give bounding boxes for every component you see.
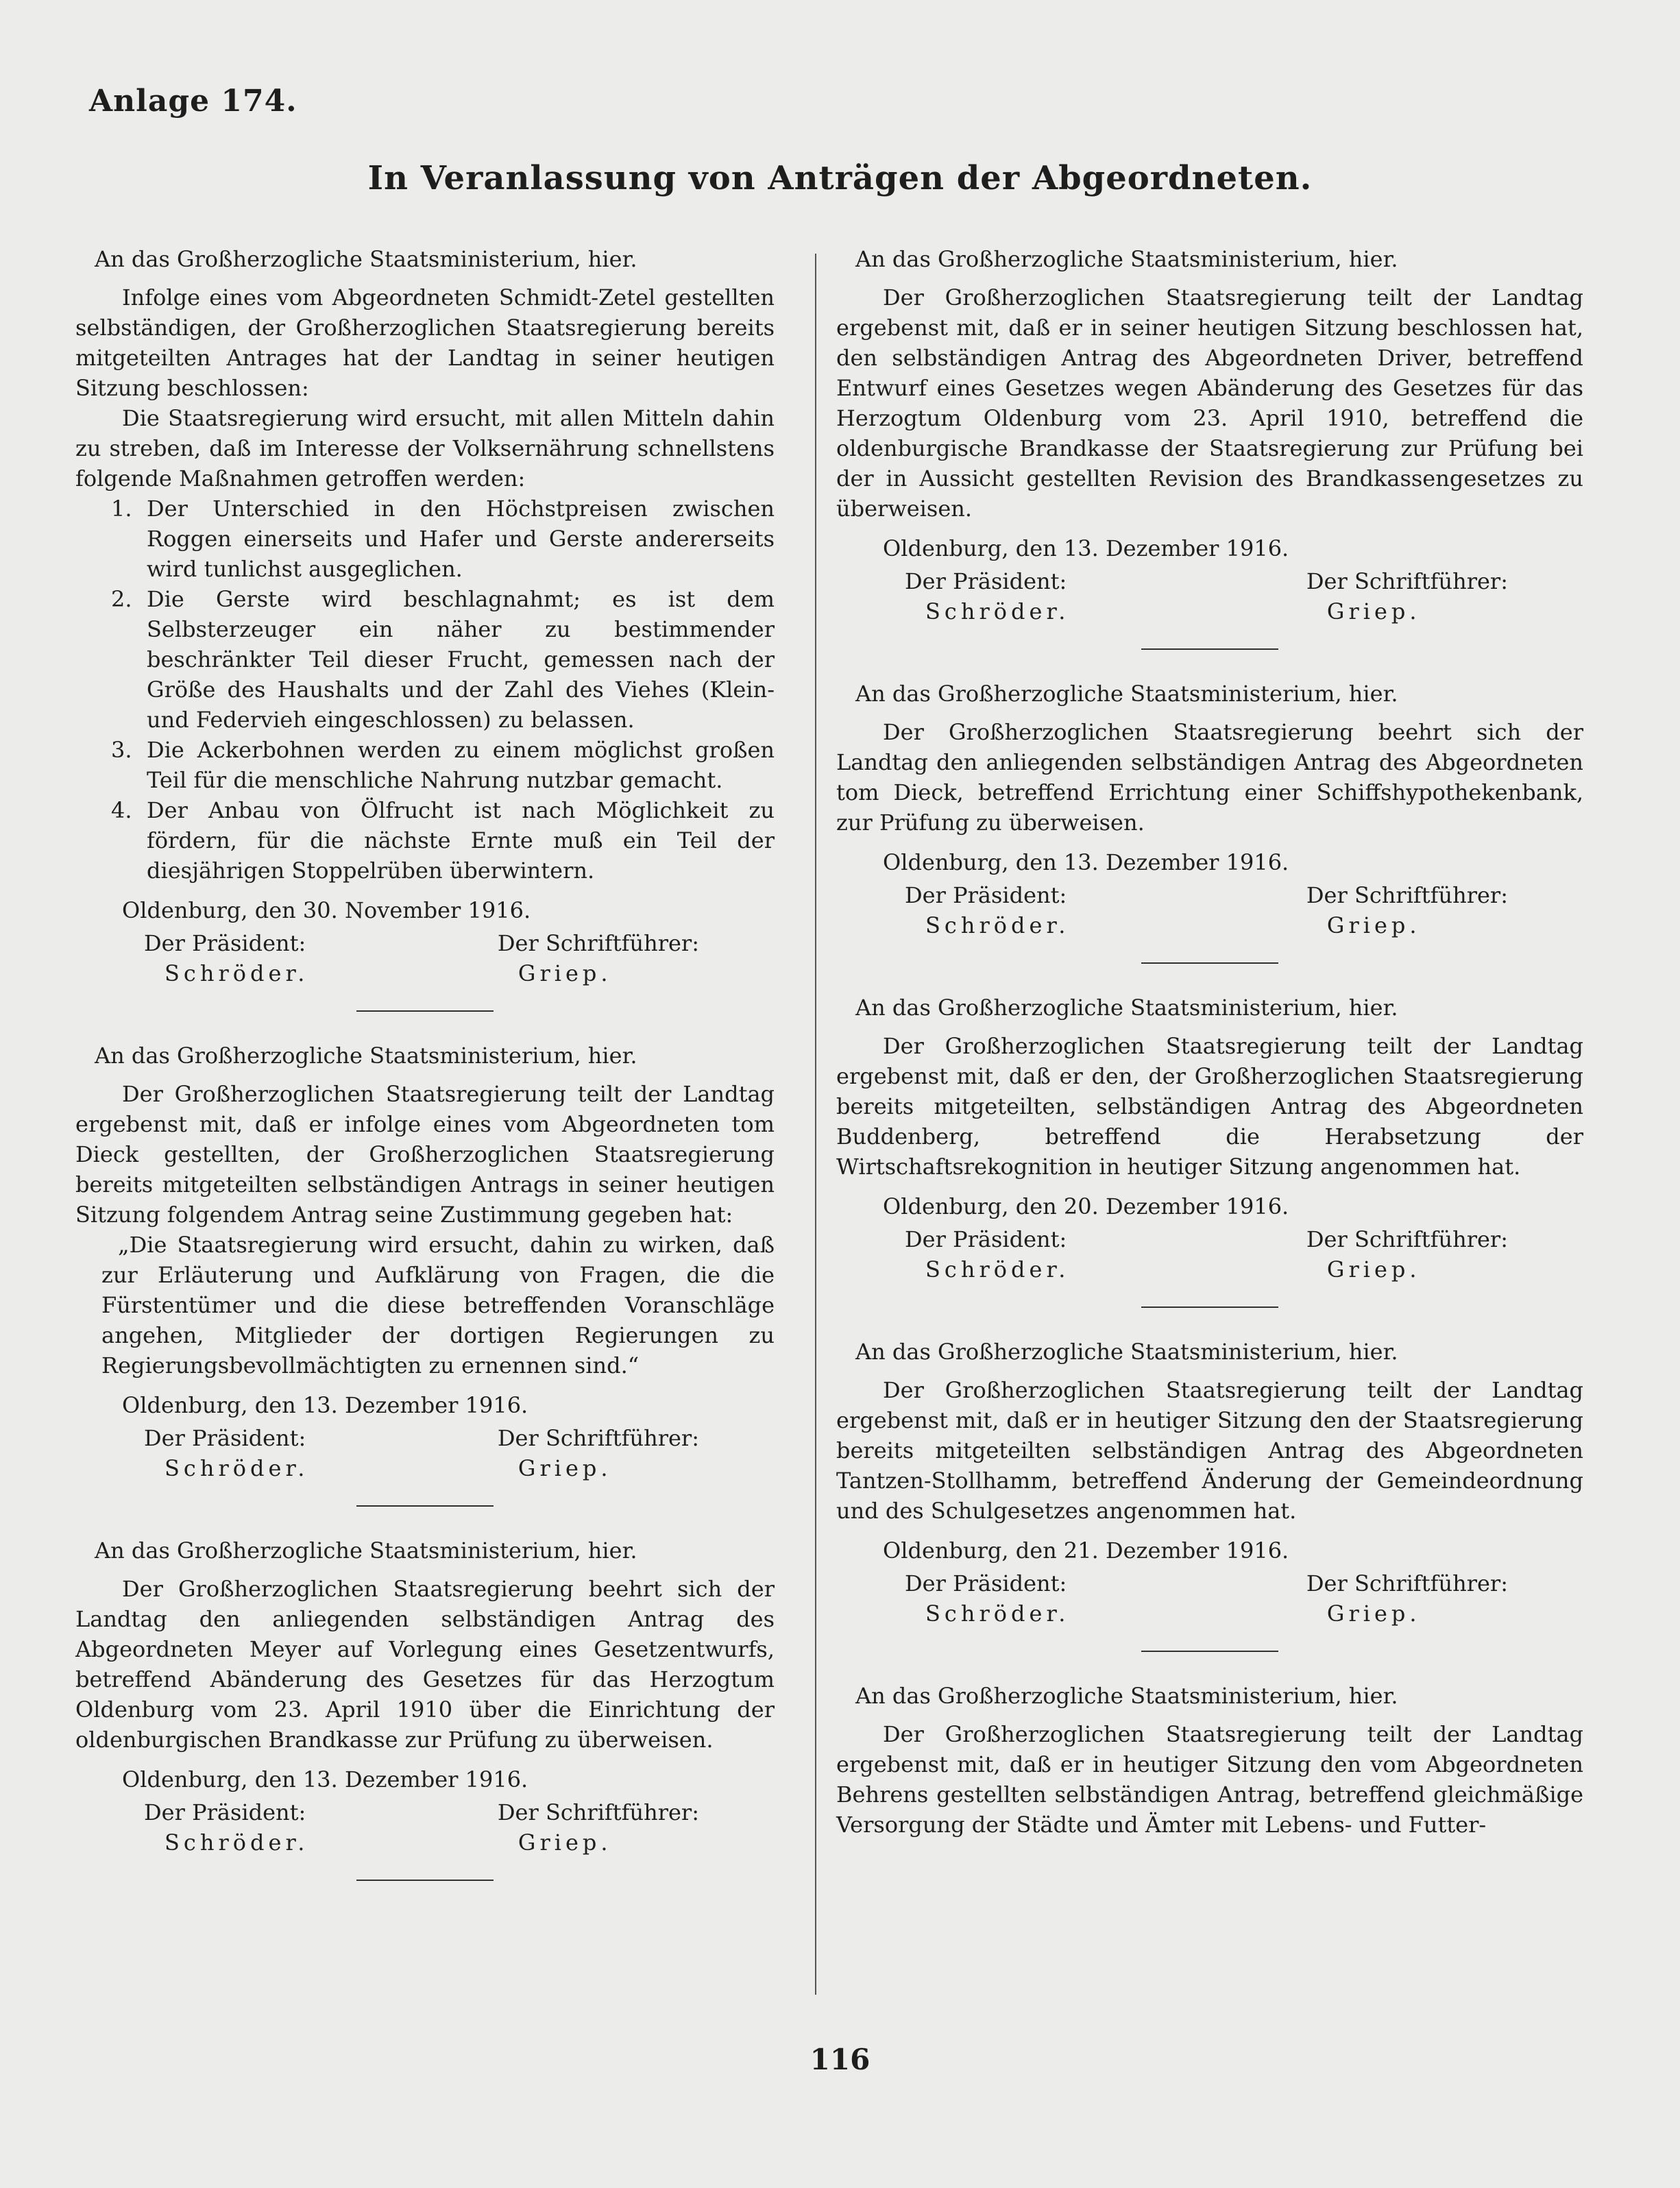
page-title: In Veranlassung von Anträgen der Abgeordneten. [367,159,1313,197]
entry-divider [356,1505,494,1507]
president-label: Der Präsident: [905,882,1067,908]
secretary-label: Der Schriftführer: [497,930,699,956]
letter-entry [75,1041,775,1483]
column-divider [815,254,816,1995]
secretary-name: Griep. [518,1455,612,1481]
letter-entry [836,679,1583,940]
secretary-name: Griep. [1326,912,1421,938]
president-label: Der Präsident: [144,930,306,956]
president-label: Der Präsident: [144,1425,306,1451]
letter-paragraph: Der Großherzoglichen Staatsregierung teilt der Landtag ergebenst mit, daß er in heutiger Sitzung den der Staatsregierung bereits mitgeteilten selbständigen Antrag des Abgeordneten Tantzen-Stollhamm, betreffend Änderung der Gemeindeordnung und des Schulgesetzes angenommen hat. [836,1377,1583,1524]
president-name: Schröder. [165,960,309,986]
letter-paragraph: Der Großherzoglichen Staatsregierung beehrt sich der Landtag den anliegenden selbständigen Antrag des Abgeordneten Meyer auf Vorlegung eines Gesetzentwurfs, betreffend Abänderung des Gesetzes für das Herzogtum Oldenburg vom 23. April 1910 über die Einrichtung der oldenburgischen Brandkasse zur Prüfung zu überweisen. [75,1576,775,1753]
secretary-label: Der Schriftführer: [1306,1570,1508,1596]
secretary-name: Griep. [1326,1256,1421,1283]
list-item [111,584,775,735]
president-label: Der Präsident: [905,568,1067,594]
addressee-line: An das Großherzogliche Staatsministerium, hier. [855,681,1398,707]
list-item [111,494,775,584]
letter-paragraph: Der Großherzoglichen Staatsregierung teilt der Landtag ergebenst mit, daß er in seiner heutigen Sitzung beschlossen hat, den selbständigen Antrag des Abgeordneten Driver, betreffend Entwurf eines Gesetzes wegen Abänderung des Gesetzes für das Herzogtum Oldenburg vom 23. April 1910, betreffend die oldenburgische Brandkasse der Staatsregierung zur Prüfung bei der in Aussicht gestellten Revision des Brandkassengesetzes zu überweisen. [836,284,1583,522]
addressee-line: An das Großherzogliche Staatsministerium, hier. [95,246,637,272]
item-number: 3. [111,737,132,763]
signature-block [75,1423,775,1483]
entry-divider [1141,648,1278,650]
addressee-line: An das Großherzogliche Staatsministerium, hier. [855,995,1398,1021]
president-label: Der Präsident: [905,1570,1067,1596]
letter-entry [836,1337,1583,1629]
letter-entry [75,244,775,988]
secretary-label: Der Schriftführer: [1306,1226,1508,1252]
place-date: Oldenburg, den 13. Dezember 1916. [883,535,1289,561]
secretary-label: Der Schriftführer: [497,1425,699,1451]
place-date: Oldenburg, den 13. Dezember 1916. [122,1392,528,1418]
entry-divider [356,1010,494,1012]
secretary-name: Griep. [518,960,612,986]
secretary-label: Der Schriftführer: [1306,568,1508,594]
president-name: Schröder. [925,1601,1070,1627]
entry-divider [1141,1306,1278,1308]
letter-entry [836,244,1583,627]
addressee-line: An das Großherzogliche Staatsministerium, hier. [95,1043,637,1069]
secretary-name: Griep. [1326,1601,1421,1627]
measure-list [75,494,775,886]
addressee-line: An das Großherzogliche Staatsministerium, hier. [855,1339,1398,1365]
letter-paragraph: Der Großherzoglichen Staatsregierung teilt der Landtag ergebenst mit, daß er den, der Großherzoglichen Staatsregierung bereits mitgeteilten, selbständigen Antrag des Abgeordneten Buddenberg, betreffend die Herabsetzung der Wirtschaftsrekognition in heutiger Sitzung angenommen hat. [836,1033,1583,1180]
addressee-line: An das Großherzogliche Staatsministerium, hier. [95,1537,637,1564]
resolution-paragraph: Die Staatsregierung wird ersucht, mit allen Mitteln dahin zu streben, daß im Interesse der Volksernährung schnellstens folgende Maßnahmen getroffen werden: [75,405,775,491]
quoted-motion: „Die Staatsregierung wird ersucht, dahin zu wirken, daß zur Erläuterung und Aufklärung von Fragen, die die Fürstentümer und die diese betreffenden Voranschläge angehen, Mitglieder der dortigen Regierungen zu Regierungsbevollmächtigten zu ernennen sind.“ [101,1232,775,1378]
president-name: Schröder. [925,912,1070,938]
letter-paragraph: Der Großherzoglichen Staatsregierung teilt der Landtag ergebenst mit, daß er infolge eines vom Abgeordneten tom Dieck gestellten, der Großherzoglichen Staatsregierung bereits mitgeteilten selbständigen Antrags in seiner heutigen Sitzung folgendem Antrag seine Zustimmung gegeben hat: [75,1081,775,1228]
letter-entry [836,1681,1583,1840]
list-item [111,795,775,886]
item-number: 1. [111,496,132,522]
item-number: 2. [111,586,132,612]
addressee-line: An das Großherzogliche Staatsministerium, hier. [855,1683,1398,1709]
secretary-label: Der Schriftführer: [497,1799,699,1825]
letter-paragraph: Infolge eines vom Abgeordneten Schmidt-Zetel gestellten selbständigen, der Großherzoglichen Staatsregierung bereits mitgeteilten Antrages hat der Landtag in seiner heutigen Sitzung beschlossen: [75,284,775,401]
president-name: Schröder. [165,1455,309,1481]
item-text: Der Unterschied in den Höchstpreisen zwischen Roggen einerseits und Hafer und Gerste andererseits wird tunlichst ausgeglichen. [147,496,775,582]
president-label: Der Präsident: [144,1799,306,1825]
letter-paragraph: Der Großherzoglichen Staatsregierung beehrt sich der Landtag den anliegenden selbständigen Antrag des Abgeordneten tom Dieck, betreffend Errichtung einer Schiffshypothekenbank, zur Prüfung zu überweisen. [836,719,1583,836]
place-date: Oldenburg, den 13. Dezember 1916. [883,849,1289,875]
entry-divider [356,1880,494,1881]
place-date: Oldenburg, den 20. Dezember 1916. [883,1193,1289,1219]
signature-block [836,880,1583,940]
item-text: Die Ackerbohnen werden zu einem möglichst großen Teil für die menschliche Nahrung nutzbar gemacht. [147,737,775,793]
signature-block [75,928,775,988]
letter-entry [836,993,1583,1285]
list-item [111,735,775,795]
entry-divider [1141,962,1278,964]
signature-block [836,566,1583,627]
left-column [75,244,775,1910]
entry-divider [1141,1651,1278,1652]
place-date: Oldenburg, den 21. Dezember 1916. [883,1537,1289,1564]
item-number: 4. [111,797,132,823]
president-name: Schröder. [925,598,1070,624]
signature-block [836,1568,1583,1629]
letter-entry [75,1535,775,1858]
place-date: Oldenburg, den 13. Dezember 1916. [122,1766,528,1792]
secretary-name: Griep. [1326,598,1421,624]
secretary-label: Der Schriftführer: [1306,882,1508,908]
item-text: Die Gerste wird beschlagnahmt; es ist dem Selbsterzeuger ein näher zu bestimmender beschränkter Teil dieser Frucht, gemessen nach der Größe des Haushalts und der Zahl des Viehes (Klein- und Federvieh eingeschlossen) zu belassen. [147,586,775,733]
right-column [836,244,1583,1840]
place-date: Oldenburg, den 30. November 1916. [122,897,531,923]
signature-block [836,1224,1583,1285]
president-label: Der Präsident: [905,1226,1067,1252]
president-name: Schröder. [165,1830,309,1856]
addressee-line: An das Großherzogliche Staatsministerium, hier. [855,246,1398,272]
page-number: 116 [809,2043,871,2076]
annex-label: Anlage 174. [89,84,297,119]
president-name: Schröder. [925,1256,1070,1283]
signature-block [75,1797,775,1858]
item-text: Der Anbau von Ölfrucht ist nach Möglichkeit zu fördern, für die nächste Ernte muß ein Teil der diesjährigen Stoppelrüben überwintern. [147,797,775,884]
secretary-name: Griep. [518,1830,612,1856]
letter-paragraph: Der Großherzoglichen Staatsregierung teilt der Landtag ergebenst mit, daß er in heutiger Sitzung den vom Abgeordneten Behrens gestellten selbständigen Antrag, betreffend gleichmäßige Versorgung der Städte und Ämter mit Lebens- und Futter- [836,1721,1583,1838]
